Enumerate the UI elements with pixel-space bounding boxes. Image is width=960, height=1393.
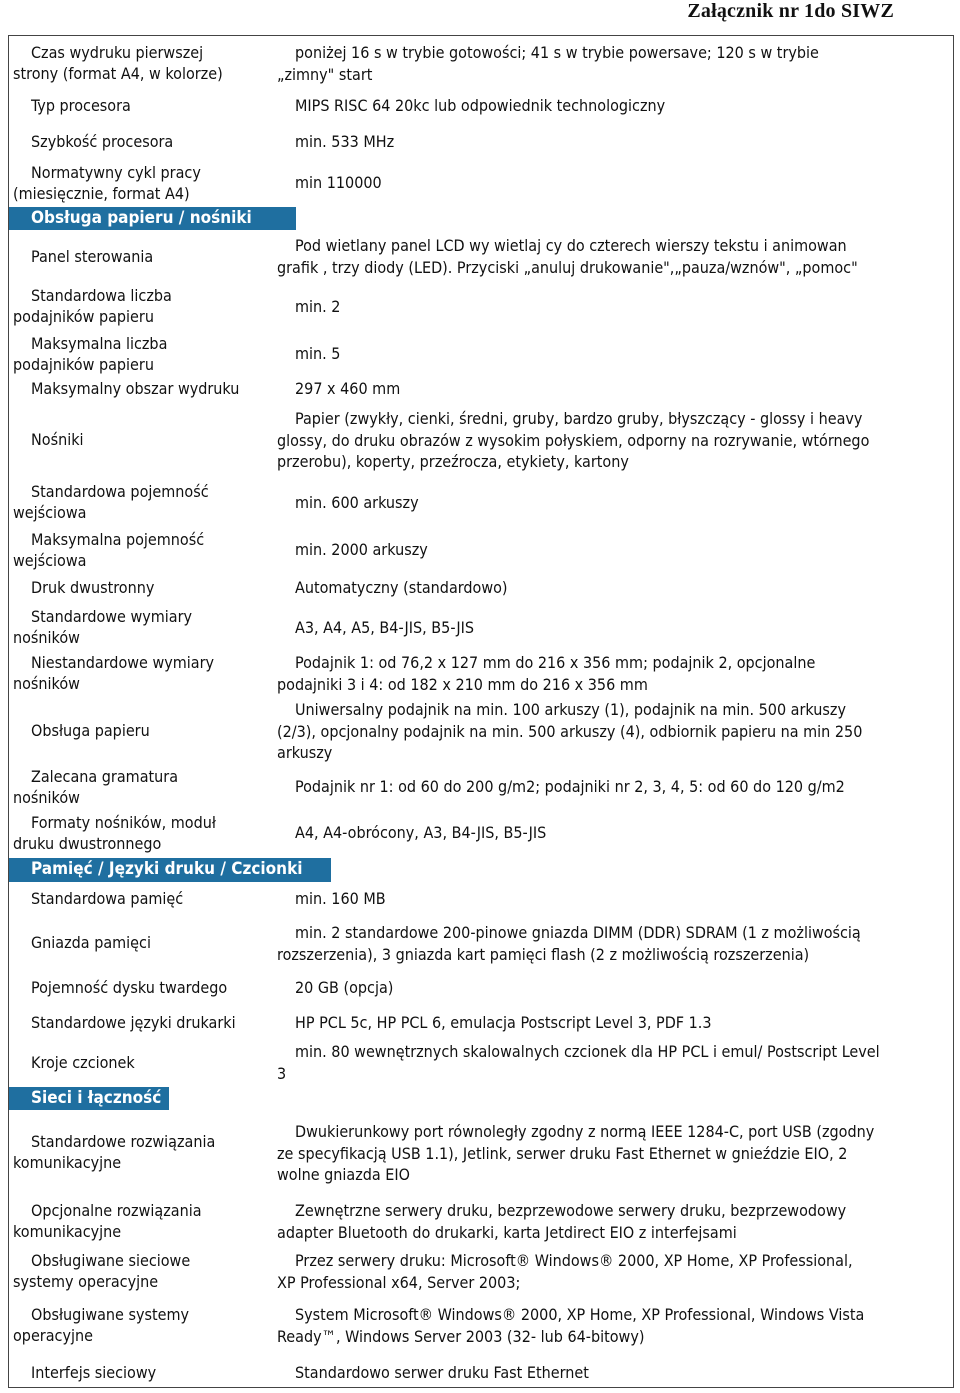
spec-label	[13, 246, 275, 267]
spec-label-line: Formaty nośników, moduł	[31, 813, 216, 832]
spec-label-line: wejściowa	[13, 551, 87, 570]
spec-value-line: Dwukierunkowy port równoległy zgodny z normą IEEE 1284-C, port USB (zgodny	[295, 1122, 875, 1141]
spec-value-line: Automatyczny (standardowo)	[295, 578, 508, 597]
spec-label-line: Maksymalna pojemność	[31, 530, 205, 549]
spec-label	[13, 606, 275, 648]
spec-value-line: min. 533 MHz	[295, 132, 395, 151]
spec-value-line: A4, A4-obrócony, A3, B4-JIS, B5-JIS	[295, 823, 547, 842]
spec-label	[13, 1362, 275, 1383]
spec-value-line: glossy, do druku obrazów z wysokim połyskiem, odporny na rozrywanie, wtórnego	[277, 430, 870, 450]
spec-label	[13, 888, 275, 909]
spec-value-line: rozszerzenia), 3 gniazda kart pamięci flash (2 z możliwością rozszerzenia)	[277, 944, 810, 964]
section-header-sieci-i-lacznosc: Sieci i łączność	[9, 1087, 169, 1110]
spec-value-line: Pod wietlany panel LCD wy wietlaj cy do czterech wierszy tekstu i animowan	[295, 236, 847, 255]
spec-label	[13, 529, 275, 571]
spec-label-line: Standardowa pamięć	[31, 889, 184, 908]
spec-label	[13, 977, 275, 998]
spec-value-line: 20 GB (opcja)	[295, 978, 394, 997]
spec-label-line: Gniazda pamięci	[31, 933, 151, 952]
spec-value-line: HP PCL 5c, HP PCL 6, emulacja Postscript Level 3, PDF 1.3	[295, 1013, 712, 1032]
spec-label-line: Standardowe rozwiązania	[31, 1132, 216, 1151]
spec-value-line: Uniwersalny podajnik na min. 100 arkuszy (1), podajnik na min. 500 arkuszy	[295, 700, 846, 719]
spec-label-line: podajników papieru	[13, 355, 154, 374]
spec-value-line: XP Professional x64, Server 2003;	[277, 1272, 521, 1292]
spec-label	[13, 766, 275, 808]
spec-label	[13, 720, 275, 741]
spec-label-line: druku dwustronnego	[13, 834, 162, 853]
spec-label	[13, 577, 275, 598]
spec-value-line: min. 600 arkuszy	[295, 493, 419, 512]
spec-value	[277, 776, 945, 798]
attachment-header: Załącznik nr 1do SIWZ	[687, 0, 894, 22]
spec-value	[277, 172, 945, 194]
spec-value-line: min 110000	[295, 173, 382, 192]
spec-label	[13, 1052, 275, 1073]
spec-value-line: System Microsoft® Windows® 2000, XP Home, XP Professional, Windows Vista	[295, 1305, 865, 1324]
spec-label-line: strony (format A4, w kolorze)	[13, 64, 223, 83]
spec-value	[277, 1012, 945, 1034]
spec-value	[277, 1362, 945, 1384]
spec-value-line: podajniki 3 i 4: od 182 x 210 mm do 216 x 356 mm	[277, 674, 648, 694]
spec-label-line: Pojemność dysku twardego	[31, 978, 228, 997]
spec-label	[13, 1304, 275, 1346]
spec-label-line: Niestandardowe wymiary	[31, 653, 215, 672]
spec-value-line: arkuszy	[277, 743, 333, 762]
spec-value	[277, 922, 945, 965]
spec-value-line: wolne gniazda EIO	[277, 1165, 410, 1184]
spec-label-line: Druk dwustronny	[31, 578, 155, 597]
spec-label	[13, 1250, 275, 1292]
spec-value-line: min. 5	[295, 344, 341, 363]
spec-label	[13, 1131, 275, 1173]
spec-label	[13, 429, 275, 450]
spec-value	[277, 539, 945, 561]
spec-label-line: Typ procesora	[31, 96, 131, 115]
spec-value	[277, 378, 945, 400]
spec-value-line: MIPS RISC 64 20kc lub odpowiednik technologiczny	[295, 96, 666, 115]
spec-value-line: Podajnik 1: od 76,2 x 127 mm do 216 x 356 mm; podajnik 2, opcjonalne	[295, 653, 816, 672]
spec-label-line: Obsługiwane systemy	[31, 1305, 190, 1324]
spec-label-line: nośników	[13, 628, 80, 647]
spec-label-line: systemy operacyjne	[13, 1272, 159, 1291]
spec-label	[13, 1200, 275, 1242]
spec-label	[13, 932, 275, 953]
spec-label-line: wejściowa	[13, 503, 87, 522]
spec-value-line: Papier (zwykły, cienki, średni, gruby, bardzo gruby, błyszczący - glossy i heavy	[295, 409, 863, 428]
spec-label-line: Panel sterowania	[31, 247, 154, 266]
spec-value	[277, 235, 945, 278]
spec-label	[13, 162, 275, 204]
spec-label	[13, 285, 275, 327]
spec-value-line: Zewnętrzne serwery druku, bezprzewodowe serwery druku, bezprzewodowy	[295, 1201, 847, 1220]
spec-value-line: „zimny" start	[277, 64, 373, 84]
spec-value	[277, 1121, 945, 1186]
spec-value-line: min. 2 standardowe 200-pinowe gniazda DIMM (DDR) SDRAM (1 z możliwością	[295, 923, 861, 942]
spec-value-line: ze specyfikacją USB 1.1), Jetlink, serwer druku Fast Ethernet w gnieździe EIO, 2	[277, 1143, 848, 1163]
spec-value-line: Ready™, Windows Server 2003 (32- lub 64-bitowy)	[277, 1326, 645, 1346]
spec-value-line: grafik , trzy diody (LED). Przyciski „anuluj drukowanie",„pauza/wznów", „pomoc"	[277, 257, 858, 277]
spec-value	[277, 95, 945, 117]
spec-label-line: Maksymalny obszar wydruku	[31, 379, 240, 398]
spec-label-line: Czas wydruku pierwszej	[31, 43, 204, 62]
spec-label-line: Standardowa pojemność	[31, 482, 209, 501]
spec-value	[277, 617, 945, 639]
spec-value	[277, 1200, 945, 1243]
spec-label	[13, 1012, 275, 1033]
spec-label	[13, 131, 275, 152]
spec-value	[277, 577, 945, 599]
spec-label-line: Obsługiwane sieciowe	[31, 1251, 191, 1270]
spec-value-line: Podajnik nr 1: od 60 do 200 g/m2; podajniki nr 2, 3, 4, 5: od 60 do 120 g/m2	[295, 777, 845, 796]
spec-value-line: Przez serwery druku: Microsoft® Windows® 2000, XP Home, XP Professional,	[295, 1251, 853, 1270]
spec-value	[277, 296, 945, 318]
spec-label-line: nośników	[13, 674, 80, 693]
spec-label-line: operacyjne	[13, 1326, 93, 1345]
spec-label	[13, 652, 275, 694]
spec-value-line: poniżej 16 s w trybie gotowości; 41 s w trybie powersave; 120 s w trybie	[295, 43, 819, 62]
spec-value-line: min. 2	[295, 297, 341, 316]
spec-value	[277, 699, 945, 764]
spec-label-line: Standardowa liczba	[31, 286, 172, 305]
spec-value	[277, 888, 945, 910]
spec-value	[277, 652, 945, 695]
spec-value	[277, 42, 945, 85]
spec-label-line: komunikacyjne	[13, 1222, 122, 1241]
spec-label-line: Zalecana gramatura	[31, 767, 179, 786]
spec-label-line: Interfejs sieciowy	[31, 1363, 157, 1382]
section-header-pamiec-jezyki-druku-czcionki: Pamięć / Języki druku / Czcionki	[9, 858, 331, 882]
spec-label-line: (miesięcznie, format A4)	[13, 184, 190, 203]
spec-value-line: adapter Bluetooth do drukarki, karta Jetdirect EIO z interfejsami	[277, 1222, 737, 1242]
spec-label	[13, 42, 275, 84]
spec-value-line: (2/3), opcjonalny podajnik na min. 500 arkuszy (4), odbiornik papieru na min 250	[277, 721, 863, 741]
spec-label-line: Standardowe wymiary	[31, 607, 193, 626]
spec-value	[277, 492, 945, 514]
spec-value-line: przerobu), koperty, przeźrocza, etykiety, kartony	[277, 452, 629, 471]
spec-value-line: 3	[277, 1063, 287, 1083]
spec-value	[277, 977, 945, 999]
spec-label-line: Opcjonalne rozwiązania	[31, 1201, 202, 1220]
spec-value-line: min. 80 wewnętrznych skalowalnych czcionek dla HP PCL i emul/ Postscript Level	[295, 1042, 880, 1061]
spec-value	[277, 408, 945, 473]
spec-label-line: Standardowe języki drukarki	[31, 1013, 236, 1032]
spec-value-line: min. 160 MB	[295, 889, 386, 908]
spec-label-line: Kroje czcionek	[31, 1053, 135, 1072]
spec-label-line: Nośniki	[31, 430, 84, 449]
spec-label-line: podajników papieru	[13, 307, 154, 326]
spec-value-line: min. 2000 arkuszy	[295, 540, 428, 559]
spec-value-line: A3, A4, A5, B4-JIS, B5-JIS	[295, 618, 475, 637]
spec-label	[13, 481, 275, 523]
spec-value-line: Standardowo serwer druku Fast Ethernet	[295, 1363, 589, 1382]
spec-label-line: Normatywny cykl pracy	[31, 163, 201, 182]
spec-label-line: nośników	[13, 788, 80, 807]
spec-value	[277, 343, 945, 365]
spec-value	[277, 1041, 945, 1084]
spec-value	[277, 131, 945, 153]
spec-label-line: Obsługa papieru	[31, 721, 150, 740]
spec-label	[13, 333, 275, 375]
spec-value-line: 297 x 460 mm	[295, 379, 401, 398]
spec-label	[13, 812, 275, 854]
spec-label-line: komunikacyjne	[13, 1153, 122, 1172]
section-header-obsluga-papieru-nosniki: Obsługa papieru / nośniki	[9, 207, 296, 230]
spec-label-line: Maksymalna liczba	[31, 334, 168, 353]
spec-value	[277, 822, 945, 844]
spec-value	[277, 1304, 945, 1347]
spec-value	[277, 1250, 945, 1293]
spec-label	[13, 378, 275, 399]
spec-label-line: Szybkość procesora	[31, 132, 174, 151]
spec-label	[13, 95, 275, 116]
